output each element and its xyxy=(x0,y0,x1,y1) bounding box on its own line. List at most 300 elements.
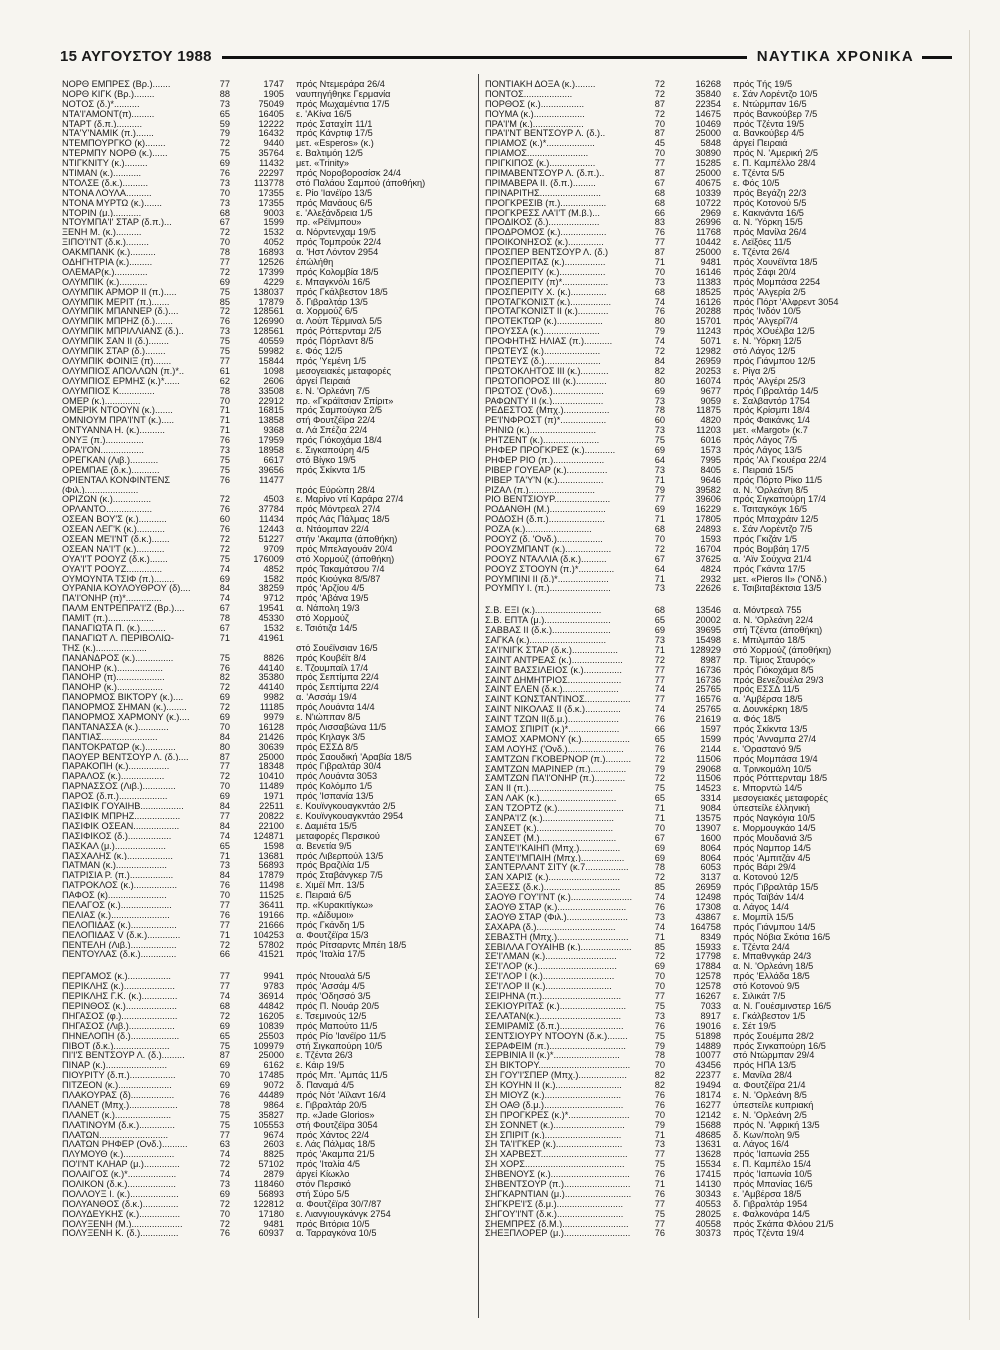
ship-name xyxy=(485,425,645,435)
position-text: πρός 'Ινδόν 10/5 xyxy=(733,306,801,317)
position-text: πρός Μπανίας 16/5 xyxy=(733,1178,813,1189)
ship-position xyxy=(721,675,915,685)
ship-name xyxy=(62,386,210,396)
tonnage: 25765 xyxy=(695,684,721,695)
ship-name xyxy=(485,465,645,475)
ship-name xyxy=(485,524,645,534)
build-year: 80 xyxy=(219,741,230,752)
build-year: 75 xyxy=(219,1109,230,1120)
ship-name xyxy=(62,900,210,910)
tonnage: 57802 xyxy=(258,939,284,950)
ship-name-line: ΣΗΓΚΑΡΝΤΙΑΝ (μ.).......................... xyxy=(485,1188,632,1199)
ship-entry xyxy=(485,981,915,991)
position-text: ε. Τζέντα 26/4 xyxy=(733,247,790,258)
ship-name-line: ΝΤΑΡΤ (δ.π.).......... xyxy=(62,118,143,129)
position-text: α. Λάγος 16/4 xyxy=(733,1139,789,1150)
ship-name xyxy=(62,1149,210,1159)
ship-name-line: ΣΕΡΑΦΕΙΜ (π.).............................. xyxy=(485,1040,626,1051)
ship-position xyxy=(721,1120,915,1130)
ship-entry xyxy=(62,158,470,168)
ship-name xyxy=(62,1209,210,1219)
build-year: 84 xyxy=(219,583,230,594)
ship-entry xyxy=(485,494,915,504)
ship-name xyxy=(62,949,210,959)
tonnage: 11506 xyxy=(696,773,721,784)
position-spacer xyxy=(296,475,470,485)
tonnage: 40553 xyxy=(695,1198,721,1209)
ship-position xyxy=(284,761,470,771)
position-text: ε. Σάν Λορέντζο 7/5 xyxy=(733,524,813,534)
build-year: 73 xyxy=(654,1139,665,1150)
ship-name xyxy=(62,761,210,771)
ship-entry xyxy=(485,504,915,514)
ship-position xyxy=(721,99,915,109)
ship-name xyxy=(485,773,645,783)
ship-name-line: ΠΟΡΘΟΣ (κ.)................. xyxy=(485,98,585,109)
position-text: πρός Λουάντα 3053 xyxy=(296,771,378,782)
build-year: 76 xyxy=(219,880,230,891)
position-text: ε. Ρίο 'Ιανέϊρο 13/5 xyxy=(296,187,373,198)
tonnage: 2603 xyxy=(263,1139,284,1150)
tonnage: 9084 xyxy=(700,803,721,814)
ship-position xyxy=(284,514,470,524)
ship-name xyxy=(62,247,210,257)
ship-position xyxy=(721,574,915,584)
build-year: 73 xyxy=(219,444,230,455)
ship-position xyxy=(284,544,470,554)
position-text: ε. Σιλικάτ 7/5 xyxy=(733,991,786,1001)
ship-name-line: ΣΕΝΤΣΙΟΥΡΥ ΝΤΟΟΥΝ (δ.κ.)........ xyxy=(485,1030,628,1041)
ship-name-line: ΣΑΝ ΙΙ (π.)................................. xyxy=(485,783,613,794)
ship-position xyxy=(284,1120,470,1130)
ship-name xyxy=(485,843,645,853)
ship-name-line: ΟΛΥΜΠΙΚ ΜΠΡΙΛΛΙΑΝΣ (δ.).. xyxy=(62,326,184,337)
ship-name xyxy=(485,336,645,346)
ship-entry xyxy=(485,336,915,346)
ship-name-line: ΝΤΙΓΚΝΙΤΥ (κ.)......... xyxy=(62,158,148,169)
ship-name xyxy=(62,564,210,574)
ship-name xyxy=(62,554,210,564)
build-year: 77 xyxy=(219,761,230,772)
ship-entry xyxy=(485,1189,915,1199)
ship-position xyxy=(284,920,470,930)
position-text: πρός Φαικάνκς 1/4 xyxy=(733,415,810,426)
tonnage: 9440 xyxy=(263,138,284,149)
ship-position xyxy=(721,168,915,178)
position-text: πρός 'Αλγερί7/4 xyxy=(733,316,798,327)
position-text: α. Χορμούζ 6/5 xyxy=(296,306,358,317)
ship-name xyxy=(62,297,210,307)
ship-name-line: ΣΑΙΝΤ ΝΙΚΟΛΑΣ ΙΙ (δ.κ.).............. xyxy=(485,704,621,715)
position-text: πρός Χάντος 22/4 xyxy=(296,1129,370,1140)
position-text: ε. Ν. 'Υόρκη 12/5 xyxy=(733,336,802,347)
ship-name-line: ΠΡΩΤΟΚΛΗΤΟΣ ΙΙΙ (κ.)........... xyxy=(485,365,609,376)
build-year: 74 xyxy=(219,593,230,604)
position-text: πρός Λάς Πάλμας 18/5 xyxy=(296,514,390,525)
position-text: ε. Πειραιά 6/5 xyxy=(296,890,352,900)
ship-name-line: ΠΡΟΣΠΕΡΙΤΥ (π)*.................. xyxy=(485,276,609,287)
ship-name-line: Σ.Β. ΕΠΤΑ (μ.).......................... xyxy=(485,615,611,626)
ship-name-line: ΟΛΥΜΠΙΟΣ ΑΠΟΛΛΩΝ (π.)*.. xyxy=(62,365,185,376)
tonnage: 16736 xyxy=(695,664,721,675)
tonnage: 30890 xyxy=(695,148,721,159)
build-year: 70 xyxy=(219,1208,230,1219)
ship-name xyxy=(62,396,210,406)
ship-name xyxy=(485,902,645,912)
ship-list-left-column xyxy=(62,79,470,1316)
ship-entry xyxy=(485,128,915,138)
tonnage: 12578 xyxy=(695,981,721,992)
build-year: 70 xyxy=(654,1060,665,1071)
position-text: πρός 'Αλγέρι 25/3 xyxy=(733,375,806,386)
tonnage: 6053 xyxy=(700,862,721,873)
ship-entry xyxy=(62,653,470,663)
ship-name xyxy=(62,445,210,455)
build-year: 71 xyxy=(219,415,230,426)
build-year: 70 xyxy=(219,187,230,198)
ship-entry xyxy=(485,803,915,813)
ship-entry xyxy=(62,405,470,415)
position-text: πρός Κηλαγκ 3/5 xyxy=(296,731,366,742)
tonnage: 30373 xyxy=(695,1228,721,1239)
build-year: 72 xyxy=(219,138,230,149)
position-text: α. Τρινκομάλη 10/5 xyxy=(733,763,812,774)
ship-entry xyxy=(485,734,915,744)
ship-name xyxy=(62,653,210,663)
build-year: 72 xyxy=(654,108,665,119)
ship-name xyxy=(62,593,210,603)
position-text: α. Βενετία 9/5 xyxy=(296,840,352,851)
tonnage: 1532 xyxy=(263,227,284,238)
ship-position xyxy=(284,356,470,366)
position-text: πρός 'Ιταλία 4/5 xyxy=(296,1159,361,1170)
build-year: 66 xyxy=(219,949,230,960)
ship-name-line: ΝΤΕΜΠΟΥΡΓΚΟ (κ)........ xyxy=(62,138,166,149)
position-text: πρός Μανάους 6/5 xyxy=(296,197,373,208)
build-year: 75 xyxy=(219,336,230,347)
ship-name-line: ΟΜΕΡ (κ.).............. xyxy=(62,395,141,406)
ship-name xyxy=(485,534,645,544)
position-text: πρός Βραζιλία 1/5 xyxy=(296,860,370,871)
ship-position xyxy=(721,981,915,991)
ship-entry xyxy=(485,853,915,863)
ship-name-line: ΝΟΡΘ ΕΜΠΡΕΣ (Βρ.)....... xyxy=(62,79,171,89)
ship-name-line: ΠΟΛΙΚΟΝ (δ.κ.)................... xyxy=(62,1179,176,1189)
tonnage: 1599 xyxy=(263,217,284,228)
ship-entry xyxy=(485,1001,915,1011)
ship-name xyxy=(485,1189,645,1199)
ship-name-line: ΠΡΟΔΙΚΟΣ (δ.).................... xyxy=(485,217,600,228)
ship-name-line: ΠΡΟΣΠΕΡΙΤΥ Χ. (κ.).............. xyxy=(485,286,607,297)
position-text: πρ. «Ρέϊνμπου» xyxy=(296,217,362,228)
ship-position xyxy=(721,306,915,316)
ship-name-line: ΣΑΙΝΤ ΤΖΩΝ ΙΙ(δ.μ.).................... xyxy=(485,714,619,724)
ship-position xyxy=(721,366,915,376)
position-text: δ. Κων/πολη 9/5 xyxy=(733,1129,800,1140)
ship-position xyxy=(721,645,915,655)
ship-name-line: ΠΡΟΓΚΡΕΣΣ ΛΑ'Ι'Τ (Μ.β.)... xyxy=(485,207,600,218)
build-year: 72 xyxy=(654,88,665,99)
ship-position xyxy=(284,326,470,336)
ship-name xyxy=(485,544,645,554)
ship-entry xyxy=(62,178,470,188)
ship-name-line: ΡΟΥΜΠΙΝΙ ΙΙ (δ.)*.................... xyxy=(485,573,609,584)
ship-position xyxy=(284,890,470,900)
tonnage: 17308 xyxy=(695,902,721,912)
position-text: πρός 'Ασσάμ 4/5 xyxy=(296,981,365,992)
ship-name-line: ΡΙΖΑΛ (π.).......................... xyxy=(485,484,595,495)
tonnage: 17355 xyxy=(258,197,284,208)
ship-name-line: ΣΑΙΝΤ ΔΗΜΗΤΡΙΟΣ..................... xyxy=(485,674,622,685)
ship-entry xyxy=(485,1060,915,1070)
ship-position xyxy=(721,1209,915,1219)
build-year: 70 xyxy=(219,237,230,248)
position-text: α. Ν. 'Υόρκη 15/5 xyxy=(733,217,803,228)
tonnage: 15688 xyxy=(695,1119,721,1130)
tonnage: 19016 xyxy=(695,1020,721,1031)
tonnage: 40675 xyxy=(695,177,721,188)
tonnage: 36914 xyxy=(258,991,284,1001)
build-year: 78 xyxy=(219,613,230,623)
position-text: μετ. «Margot» (κ.7 xyxy=(733,425,808,436)
ship-position xyxy=(721,872,915,882)
ship-name xyxy=(62,148,210,158)
ship-name-line: ΟΑΚΜΠΑΝΚ (κ.).......... xyxy=(62,247,156,258)
ship-position xyxy=(284,1228,470,1238)
ship-entry xyxy=(62,692,470,702)
ship-entry xyxy=(62,722,470,732)
ship-entry xyxy=(62,841,470,851)
position-text: ε. Τσεμινούς 12/5 xyxy=(296,1010,367,1021)
ship-position xyxy=(721,704,915,714)
ship-name xyxy=(62,198,210,208)
ship-entry xyxy=(62,346,470,356)
ship-name xyxy=(62,178,210,188)
ship-name xyxy=(62,831,210,841)
ship-name-line: ΠΕΡΙΝΘΟΣ (κ.).................... xyxy=(62,1000,177,1011)
ship-entry xyxy=(485,1070,915,1080)
build-year: 80 xyxy=(654,375,665,386)
ship-name-line: ΝΤΟΥΜΠΑ'Ι' ΣΤΑΡ (δ.π.)... xyxy=(62,217,172,228)
build-year: 78 xyxy=(654,405,665,416)
position-text: στή Τζέντα (άποθήκη) xyxy=(733,625,823,635)
ship-position xyxy=(284,396,470,406)
tonnage: 10077 xyxy=(695,1050,721,1061)
ship-position xyxy=(284,415,470,425)
ship-name-line: ΟΣΕΑΝ ΝΑ'Ι'Τ (κ.)........... xyxy=(62,543,165,554)
ship-entry xyxy=(62,1159,470,1169)
build-year: 73 xyxy=(654,583,665,594)
position-text: πρός Γιόκοχάμα 8/5 xyxy=(733,664,814,675)
position-text: ε. Χιμέϊ Μπ. 13/5 xyxy=(296,880,365,891)
ship-position xyxy=(284,752,470,762)
ship-position xyxy=(284,89,470,99)
position-text: α. Ν. 'Ορλεάνη 22/4 xyxy=(733,615,814,626)
ship-position xyxy=(284,801,470,811)
ship-entry xyxy=(62,900,470,910)
ship-name-line: ΠΡΟΔΡΟΜΟΣ (κ.).................. xyxy=(485,227,607,238)
ship-name xyxy=(485,615,645,625)
position-text: πρός ΗΠΑ 13/5 xyxy=(733,1060,796,1071)
ship-entry xyxy=(485,445,915,455)
position-text: πρός Γκάντα 17/5 xyxy=(733,563,806,574)
build-year: 70 xyxy=(219,781,230,792)
position-text: ε. Π. Καμπέλο 15/4 xyxy=(733,1159,811,1170)
ship-entry xyxy=(62,1139,470,1149)
tonnage: 22354 xyxy=(695,98,721,109)
tonnage: 7995 xyxy=(700,454,721,465)
ship-entry xyxy=(485,1021,915,1031)
position-text: πρός Βιτόρια 10/5 xyxy=(296,1218,370,1229)
ship-entry xyxy=(62,971,470,981)
position-text: μετ. «Esperos» (κ.) xyxy=(296,138,374,149)
tonnage: 11768 xyxy=(696,227,721,238)
build-year: 79 xyxy=(654,1119,665,1130)
ship-name-line: ΣΗ ΟΑΘ (δ.μ.)............................... xyxy=(485,1099,624,1110)
ship-entry xyxy=(485,208,915,218)
position-text: ε. Ντώρμπαν 16/5 xyxy=(733,98,807,109)
position-text: πρός Ναγκόγια 10/5 xyxy=(733,813,816,823)
build-year: 84 xyxy=(219,801,230,811)
ship-position xyxy=(284,178,470,188)
build-year: 72 xyxy=(219,771,230,782)
ship-name xyxy=(485,1011,645,1021)
ship-name-line: ΣΗ ΧΑΡΒΕΣΤ.................................. xyxy=(485,1149,628,1160)
ship-entry xyxy=(62,504,470,514)
ship-position xyxy=(721,1139,915,1149)
position-text: πρ. Τίμιος Σταυρός» xyxy=(733,654,816,665)
build-year: 68 xyxy=(654,286,665,297)
position-text: πρός 'Ιαπωνία 255 xyxy=(733,1149,810,1160)
ship-position xyxy=(721,882,915,892)
position-text: πρός Κολόμπο 1/5 xyxy=(296,781,373,792)
position-text: ε. Φαλκονάρα 14/5 xyxy=(733,1208,810,1219)
ship-position xyxy=(284,208,470,218)
ship-position xyxy=(284,722,470,732)
ship-name-line: ΣΑΜΟΣ ΧΑΡΜΟΝΥ (κ.)................... xyxy=(485,733,630,744)
ship-name-line: ΟΛΥΜΠΙΚ ΣΑΝ ΙΙ (δ.)........ xyxy=(62,336,169,347)
build-year: 72 xyxy=(219,702,230,713)
build-year: 69 xyxy=(219,692,230,703)
ship-name-line: ΟΡΕΓΚΑΝ (Λιβ.)........... xyxy=(62,454,159,465)
ship-name-line: ΟΡΙΖΩΝ (κ.)............... xyxy=(62,494,152,505)
tonnage: 20253 xyxy=(695,365,721,376)
build-year: 79 xyxy=(654,763,665,774)
tonnage: 17959 xyxy=(258,435,284,445)
ship-position xyxy=(284,257,470,267)
position-text: πρός Πόρτο Ρίκο 11/5 xyxy=(733,474,823,485)
ship-entry xyxy=(62,593,470,603)
position-text: πρός Σιγκαπούρη 16/5 xyxy=(733,1040,826,1051)
ship-entry xyxy=(485,1031,915,1041)
build-year: 71 xyxy=(654,573,665,584)
position-text: ναυπηγήθηκε Γερμανία xyxy=(296,88,391,99)
build-year: 74 xyxy=(654,921,665,932)
build-year: 72 xyxy=(654,872,665,883)
ship-position xyxy=(721,615,915,625)
ship-name xyxy=(62,306,210,316)
ship-name-line: ΡΙΒΕΡ ΓΟΥΕΑΡ (κ.)................ xyxy=(485,464,608,475)
position-text: α. Νόρντενχαμ 19/5 xyxy=(296,227,376,238)
ship-position xyxy=(284,603,470,613)
build-year: 65 xyxy=(654,733,665,744)
build-year: 82 xyxy=(654,1070,665,1081)
tonnage: 17399 xyxy=(258,266,284,277)
ship-name xyxy=(485,635,645,645)
position-text: πρός Γιβραλτάρ 30/4 xyxy=(296,761,382,772)
ship-entry xyxy=(485,951,915,961)
ship-name xyxy=(62,1189,210,1199)
position-text: πρός Ρίτσαρντς Μπέη 18/5 xyxy=(296,939,407,950)
build-year: 69 xyxy=(654,842,665,853)
tonnage: 11203 xyxy=(696,425,721,436)
ship-name-line: ΣΗΕΜΠΡΕΣ (δ.Μ.).......................... xyxy=(485,1218,629,1229)
build-year: 79 xyxy=(219,128,230,139)
tonnage: 1597 xyxy=(700,724,721,734)
ship-name xyxy=(485,386,645,396)
build-year: 76 xyxy=(219,1089,230,1100)
ship-entry xyxy=(485,645,915,655)
build-year: 69 xyxy=(654,444,665,455)
ship-position xyxy=(721,1090,915,1100)
ship-position xyxy=(721,119,915,129)
ship-name xyxy=(62,425,210,435)
ship-position xyxy=(284,465,470,475)
tonnage: 39656 xyxy=(258,464,284,475)
ship-entry xyxy=(485,1228,915,1238)
tonnage: 41961 xyxy=(258,632,284,643)
ship-entry xyxy=(62,1130,470,1140)
ship-name-line: ΣΑΝ ΤΖΟΡΤΖ (κ.).......................... xyxy=(485,803,624,814)
ship-entry xyxy=(62,514,470,524)
position-text: ε. Τζουμπαίλ 17/4 xyxy=(296,662,369,673)
build-year: 72 xyxy=(219,682,230,693)
build-year: 74 xyxy=(654,336,665,347)
ship-name-line: ΟΔΗΓΗΤΡΙΑ (κ.)......... xyxy=(62,257,153,267)
ship-name xyxy=(62,405,210,415)
ship-entry xyxy=(62,1100,470,1110)
ship-name xyxy=(485,217,645,227)
tonnage: 43867 xyxy=(695,911,721,922)
ship-position xyxy=(721,684,915,694)
ship-name-line: ΣΕΡΒΙΝΙΑ ΙΙ (κ.)*.......................... xyxy=(485,1050,620,1061)
ship-entry xyxy=(485,764,915,774)
position-text: πρός Βανκούβερ 7/5 xyxy=(733,108,818,119)
ship-name-line: ΟΛΥΜΠΙΚ (κ.)........... xyxy=(62,276,148,287)
build-year: 80 xyxy=(654,316,665,327)
ship-entry xyxy=(485,396,915,406)
ship-name xyxy=(62,1110,210,1120)
column-divider xyxy=(478,74,479,1318)
tonnage: 22626 xyxy=(695,583,721,594)
tonnage: 1532 xyxy=(263,623,284,633)
tonnage: 25503 xyxy=(258,1030,284,1041)
ship-name-line: ΣΑΟΥΘ ΣΤΑΡ (κ.)........................... xyxy=(485,902,627,912)
ship-entry xyxy=(62,247,470,257)
ship-entry xyxy=(485,912,915,922)
position-text: πρός Γιβραλτάρ 15/5 xyxy=(733,882,819,893)
header-rule-end xyxy=(922,56,952,59)
position-text: ε. Μομπίλ 15/5 xyxy=(733,911,794,922)
build-year: 87 xyxy=(654,168,665,178)
ship-name xyxy=(485,554,645,564)
position-text: πρός Κρίσμπι 18/4 xyxy=(733,405,810,416)
build-year: 85 xyxy=(654,882,665,893)
ship-entry xyxy=(62,564,470,574)
build-year: 82 xyxy=(654,365,665,376)
ship-position xyxy=(721,665,915,675)
ship-position xyxy=(284,1031,470,1041)
